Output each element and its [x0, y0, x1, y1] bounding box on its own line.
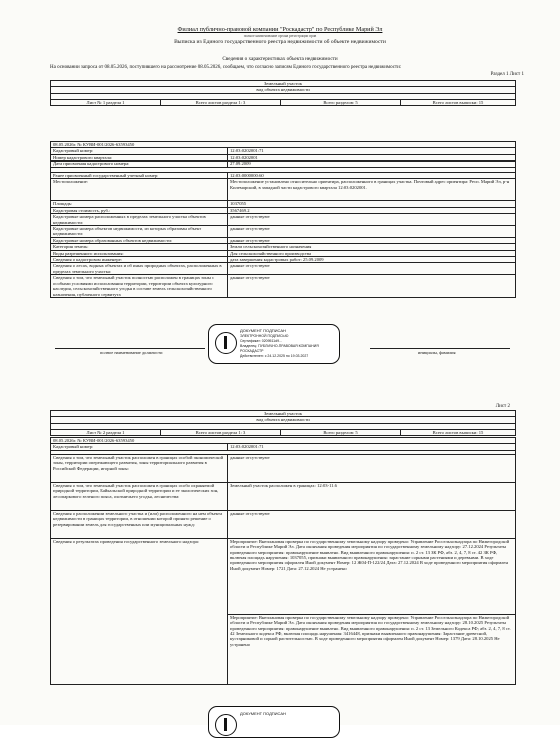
document-title: Выписка из Единого государственного реестра недвижимости об объекте недвижимости [174, 39, 386, 45]
row-value: Для сельскохозяйственного производства [228, 250, 516, 256]
row-value: Земли сельскохозяйственного назначения [228, 244, 516, 250]
row-value: 12:03:0202001:71 [228, 444, 516, 450]
row-value: 3567469.2 [228, 207, 516, 213]
table-row [51, 275, 516, 298]
section-title: Сведения о характеристиках объекта недвижимости [222, 56, 338, 62]
row-value: данные отсутствуют [228, 510, 516, 538]
inspection-record: Мероприятие: Внеплановая проверка по государственному земельному надзору проведено: Управление Россельхознадзора по Нижегородской области и Республике Марий Эл. Дата окончания проведения мероприятия по государственному земельному надзору: 27.12.2024 Результаты проведенного мероприятия: правонарушение выявлено. Вид выявленного правонарушения: п. 2 ст. 13 ЗК РФ, абз. 2, 4, 7, 8 ст. 42 ЗК РФ, включая площадь нарушения: 1037055, признаки выявленного правонарушения: зарастание сорными растениями и деревьями. В ходе проведенного мероприятия оформлен Иной документ Номер: 12 Ж04-П-122/24 Дата: 27.12.2024 В ходе проведенного мероприятия оформлен Иной документ Номер: 1721 Дата: 27.12.2024 Не устранено [228, 538, 516, 614]
row-label: Сведения о том, что земельный участок полностью расположен в границах зоны с особыми условиями использования территории, территории объекта культурного наследия, сельскохозяйственного угодья в составе земель сельскохозяйственного назначения, публичного сервитута [51, 275, 228, 298]
position-caption: полное наименование должности [100, 350, 163, 355]
row-value: 27.09.2009 [228, 161, 516, 167]
e-signature-stamp [208, 324, 340, 364]
table-row [51, 538, 516, 614]
e-signature-stamp [208, 706, 340, 738]
row-label: Кадастровый номер: [51, 444, 228, 450]
row-value: дата завершения кадастровых работ: 25.09.2009 [228, 257, 516, 263]
object-type-caption: вид объекта недвижимости [51, 87, 516, 93]
row-label: Дата присвоения кадастрового номера: [51, 161, 228, 167]
stamp-line: РОСКАДАСТР [240, 349, 264, 353]
row-value: данные отсутствуют [228, 263, 516, 275]
row-value: данные отсутствуют [228, 214, 516, 226]
sheet2-header-table [50, 410, 516, 436]
table-row [51, 510, 516, 538]
row-value: данные отсутствуют [228, 237, 516, 243]
total-sheets: Всего листов выписки: 15 [401, 429, 516, 435]
emblem-icon [215, 714, 237, 736]
row-label: Категория земель: [51, 244, 228, 250]
list-cell: Лист № 2 раздела 1 [51, 429, 161, 435]
row-label: Кадастровая стоимость, руб.: [51, 207, 228, 213]
object-type: Земельный участок [51, 411, 516, 417]
name-caption: инициалы, фамилия [418, 350, 456, 355]
stamp-line: Действителен: с 24.12.2025 по 19.03.2027 [240, 354, 309, 358]
row-value: данные отсутствуют [228, 275, 516, 298]
row-label: Сведения о том, что земельный участок расположен в границах особой экономической зоны, территории опережающего развития, зоны территориального развития в Российской Федерации, игорной зоны: [51, 454, 228, 482]
spacer-row [51, 162, 516, 173]
row-value: данные отсутствуют [228, 226, 516, 238]
object-type: Земельный участок [51, 81, 516, 87]
row-label: Кадастровые номера объектов недвижимости, из которых образован объект недвижимости: [51, 226, 228, 238]
table-row [51, 179, 516, 201]
stamp-line: ДОКУМЕНТ ПОДПИСАН [240, 328, 286, 333]
sheet1-details-table [50, 161, 516, 298]
row-label: Сведения о расположении земельного участка и (или) расположенного на нем объекта недвижимости в границах территории, в отношении которой принято решение о резервировании земель для государственных или муниципальных нужд: [51, 510, 228, 538]
row-value: Местоположение установлено относительно ориентира, расположенного в границах участка. Почтовый адрес ориентира: Респ. Марий Эл, р-н Килемарский, в западной части кадастрового квартала 12:03:0202001. [228, 179, 516, 201]
table-row [51, 226, 516, 238]
row-label: Сведения о лесах, водных объектах и об иных природных объектах, расположенных в пределах земельного участка: [51, 263, 228, 275]
row-value: Земельный участок расположен в границах: 12:03-11.6 [228, 482, 516, 510]
sheet2-label: Лист 2 [495, 404, 510, 409]
inspection-record: Мероприятие: Внеплановая проверка по государственному земельному надзору проведено: Управление Россельхознадзора по Нижегородской области и Республике Марий Эл. Дата окончания проведения мероприятия по государственному земельному надзору: 28.10.2025 Результаты проведенного мероприятия: правонарушение выявлено. Вид выявленного правонарушения: п. 2 ст. 13 Земельного Кодекса РФ; абз. 2, 4, 7, 8 ст. 42 Земельного кодекса РФ, включая площадь нарушения: 3416448, признаки выявленного правонарушения: Зарастание древесной, кустарниковой и сорной растительностью. В ходе проведенного мероприятия оформлен Иной документ Номер: 1379 Дата: 28.10.2025 Не устранено [228, 614, 516, 684]
table-row [51, 482, 516, 510]
list-cell: Лист № 1 раздела 1 [51, 99, 161, 105]
row-value: данные отсутствуют [228, 454, 516, 482]
stamp-line: Владелец: ПУБЛИЧНО-ПРАВОВАЯ КОМПАНИЯ [240, 344, 319, 348]
row-label: Кадастровые номера образованных объектов недвижимости: [51, 237, 228, 243]
table-row [51, 214, 516, 226]
stamp-line: ЭЛЕКТРОННОЙ ПОДПИСЬЮ [240, 334, 289, 338]
sheet1-header-table [50, 80, 516, 106]
row-label: Кадастровый номер: [51, 148, 228, 154]
total-sections: Всего разделов: 5 [281, 99, 401, 105]
row-value: 12:03:0000000:60 [228, 173, 516, 179]
stamp-line: ДОКУМЕНТ ПОДПИСАН [240, 711, 286, 716]
name-field [370, 348, 510, 349]
doc-number: 08.05.2026г. № КУВИ-001/2026-63593450 [51, 438, 516, 444]
row-label: Сведения о кадастровом инженере: [51, 257, 228, 263]
total-sheets-section: Всего листов раздела 1: 3 [161, 99, 281, 105]
table-row [51, 454, 516, 482]
org-name-caption: полное наименование органа регистрации прав [243, 34, 317, 38]
row-label: Ранее присвоенный государственный учетный номер: [51, 173, 228, 179]
row-value: 1037055 [228, 201, 516, 207]
emblem-icon [215, 332, 237, 354]
stamp-line: Сертификат: 0209511d9... [240, 339, 282, 343]
row-label: Виды разрешенного использования: [51, 250, 228, 256]
org-name: Филиал публично-правовой компании "Роскадастр" по Республике Марий Эл [177, 26, 383, 33]
row-label: Площадь: [51, 201, 228, 207]
section-sheet-label: Раздел 1 Лист 1 [490, 72, 524, 77]
row-label: Номер кадастрового квартала: [51, 154, 228, 160]
sheet2-details-table [50, 437, 516, 685]
row-value: 12:03:0202001:71 [228, 148, 516, 154]
request-line: На основании запроса от 08.05.2026, поступившего на рассмотрение 08.05.2026, сообщаем, что согласно записям Единого государственного реестра недвижимости: [50, 65, 402, 70]
position-field [55, 348, 205, 349]
total-sections: Всего разделов: 5 [281, 429, 401, 435]
table-row [51, 263, 516, 275]
total-sheets: Всего листов выписки: 15 [401, 99, 516, 105]
row-label: Местоположение: [51, 179, 228, 201]
doc-number: 08.05.2026г. № КУВИ-001/2026-63593450 [51, 142, 516, 148]
row-label: Кадастровые номера расположенных в пределах земельного участка объектов недвижимости: [51, 214, 228, 226]
row-value: 12:03:0202001 [228, 154, 516, 160]
object-type-caption: вид объекта недвижимости [51, 417, 516, 423]
row-label: Сведения о том, что земельный участок расположен в границах особо охраняемой природной территории, Байкальской природной территории и ее экологических зон, лесопаркового зеленого пояса, охотничьего угодья, лесничества: [51, 482, 228, 510]
row-label: Сведения о результатах проведения государственного земельного надзора: [51, 538, 228, 684]
total-sheets-section: Всего листов раздела 1: 3 [161, 429, 281, 435]
